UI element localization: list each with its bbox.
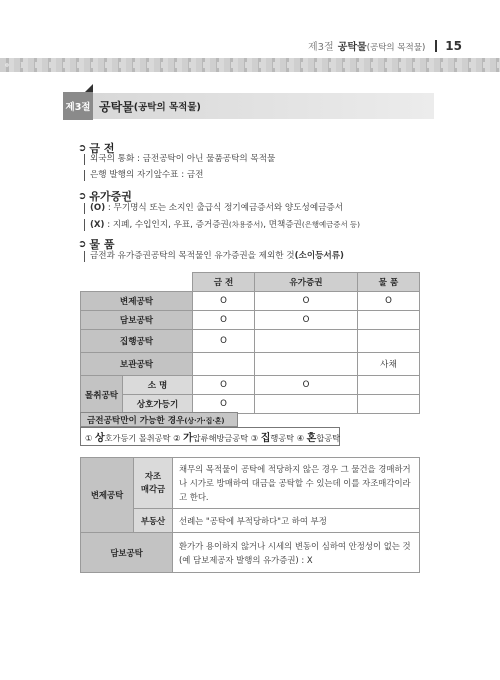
col-header-gold: 금 전 [193, 273, 255, 292]
table-cell: O [193, 292, 255, 311]
section-title [63, 93, 434, 119]
heading-securities: ➲ 유가증권 [78, 190, 132, 203]
row-header: 소 명 [123, 376, 193, 395]
heading-goods: ➲ 물 품 [78, 238, 115, 251]
running-header-title: 공탁물(공탁의 목적물) [337, 42, 426, 53]
table-row [81, 533, 420, 573]
gold-only-heading: 금전공탁만이 가능한 경우 (상·가·집·혼) [80, 412, 238, 427]
heading-gold: ➲ 금 전 [78, 142, 115, 155]
arrow-circle-icon: ➲ [78, 190, 87, 202]
running-header-divider [435, 40, 437, 52]
table-cell [357, 376, 419, 395]
table-cell [357, 395, 419, 414]
goods-line: 금전과 유가증권공탁의 목적물인 유가증권을 제외한 것(소이등서류) [84, 251, 344, 262]
securities-line-1: (O) : 무기명식 또는 소지인 출급식 정기예금증서와 양도성예금증서 [84, 203, 343, 214]
row-subheader: 부동산 [134, 509, 173, 533]
row-header: 담보공탁 [81, 311, 193, 330]
row-header: 변제공탁 [81, 458, 134, 533]
table-row [81, 458, 420, 509]
table-cell: O [193, 376, 255, 395]
table-cell: 환가가 용이하지 않거나 시세의 변동이 심하여 안정성이 없는 것(예 담보제공자 발행의 유가증권) : X [173, 533, 420, 573]
gold-only-item: ③ 집행공탁 [250, 433, 295, 444]
table-cell: O [255, 292, 358, 311]
table-cell: O [193, 330, 255, 353]
col-header-securities: 유가증권 [255, 273, 358, 292]
table-row [81, 376, 420, 395]
table-cell: O [255, 311, 358, 330]
arrow-circle-icon: ➲ [78, 238, 87, 250]
goods-deposit-table [80, 457, 420, 573]
securities-line-2: (X) : 지폐, 수입인지, 우표, 증거증권(차용증서), 면책증권(은행예금증서 등) [84, 219, 360, 231]
row-header: 변제공탁 [81, 292, 193, 311]
table-cell [357, 311, 419, 330]
table-cell [255, 330, 358, 353]
gold-only-item: ① 상호가등기 몰취공탁 [85, 433, 171, 444]
table-cell [357, 330, 419, 353]
gold-only-item: ④ 혼합공탁 [296, 433, 341, 444]
row-group-header: 몰취공탁 [81, 376, 123, 414]
arrow-circle-icon: ➲ [78, 142, 87, 154]
table-row [81, 353, 420, 376]
row-header: 집행공탁 [81, 330, 193, 353]
table-row [81, 330, 420, 353]
decorative-band [0, 58, 500, 72]
table-cell: O [255, 376, 358, 395]
gold-line-2: 은행 발행의 자기앞수표 : 금전 [84, 170, 203, 181]
running-header [308, 38, 462, 53]
table-cell: 선례는 "공탁에 부적당하다"고 하여 부정 [173, 509, 420, 533]
section-tab: 제3절 [63, 92, 93, 120]
row-header: 상호가등기 [123, 395, 193, 414]
gold-line-1: 외국의 통화 : 금전공탁이 아닌 물품공탁의 목적물 [84, 154, 275, 165]
col-header-goods: 물 품 [357, 273, 419, 292]
row-subheader: 자조 매각금 [134, 458, 173, 509]
table-cell: 채무의 목적물이 공탁에 적당하지 않은 경우 그 물건을 경매하거나 시가로 방매하여 대금을 공탁할 수 있는데 이를 자조매각이라고 한다. [173, 458, 420, 509]
table-cell: O [357, 292, 419, 311]
table-cell: O [193, 311, 255, 330]
table-cell [255, 395, 358, 414]
gold-only-item: ② 가압류해방금공탁 [173, 433, 249, 444]
table-cell [193, 353, 255, 376]
table-row [81, 395, 420, 414]
row-header: 담보공탁 [81, 533, 173, 573]
table-cell: O [193, 395, 255, 414]
table-cell [255, 353, 358, 376]
deposit-type-table [80, 272, 420, 414]
section-title-bar: 공탁물 (공탁의 목적물) [93, 93, 434, 119]
table-cell: 사채 [357, 353, 419, 376]
table-row [81, 311, 420, 330]
table-row [81, 292, 420, 311]
running-header-section: 제3절 [308, 42, 334, 53]
page-number: 15 [445, 38, 462, 53]
row-header: 보관공탁 [81, 353, 193, 376]
table-header-row [81, 273, 420, 292]
gold-only-box [80, 427, 340, 446]
